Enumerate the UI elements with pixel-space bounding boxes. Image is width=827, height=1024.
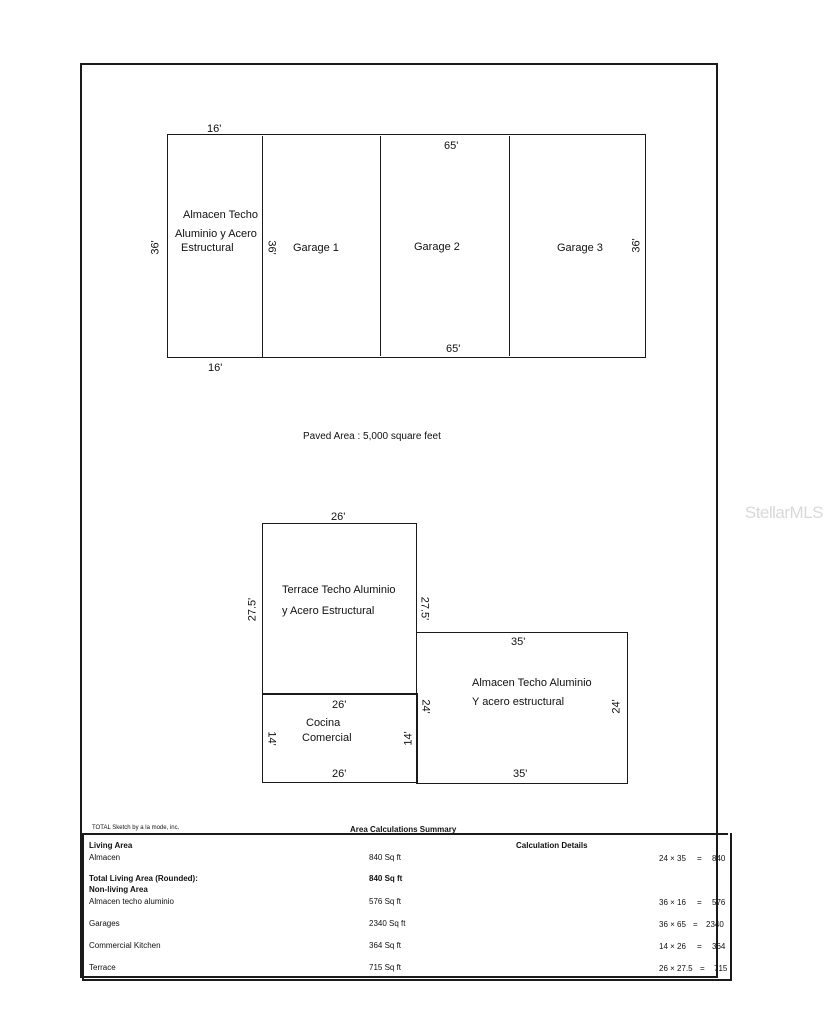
row-result: 576 xyxy=(712,898,726,907)
row-area: 576 Sq ft xyxy=(369,897,402,906)
row-name: Almacen techo aluminio xyxy=(89,897,174,906)
row-name: Terrace xyxy=(89,963,116,972)
dim-mid-height: 36' xyxy=(265,240,278,255)
garage2-label: Garage 2 xyxy=(414,241,460,253)
row-eq: = xyxy=(697,898,702,907)
garage3-label: Garage 3 xyxy=(557,242,603,254)
wall-almacen-garage1 xyxy=(262,136,263,358)
almacen2-label-line2: Y acero estructural xyxy=(472,696,565,708)
total-living-value: 840 Sq ft xyxy=(369,874,403,883)
almacen2-dim-bottom: 35' xyxy=(513,768,528,780)
almacen-label-line1: Almacen Techo xyxy=(183,209,259,221)
watermark-logo: StellarMLS xyxy=(744,503,823,522)
terrace-dim-left: 27.5' xyxy=(246,597,259,622)
terrace-label-line1: Terrace Techo Aluminio xyxy=(282,584,396,596)
row-eq: = xyxy=(693,920,698,929)
dim-top-left: 16' xyxy=(207,123,222,135)
terrace-dim-right: 27.5' xyxy=(418,596,431,621)
cocina-dim-right: 14' xyxy=(402,731,415,746)
software-credit: TOTAL Sketch by a la mode, inc. xyxy=(92,825,180,831)
cocina-dim-top: 26' xyxy=(332,699,347,711)
summary-table xyxy=(82,833,732,981)
row-result: 364 xyxy=(712,942,726,951)
total-living-label: Total Living Area (Rounded): xyxy=(89,874,198,883)
row-area: 715 Sq ft xyxy=(369,963,402,972)
row-eq: = xyxy=(700,964,705,973)
almacen2-label-line1: Almacen Techo Aluminio xyxy=(472,677,592,689)
cocina-dim-bottom: 26' xyxy=(332,768,347,780)
row-calc: 36 × 65 xyxy=(659,920,686,929)
row-eq: = xyxy=(697,854,702,863)
row-result: 715 xyxy=(714,964,728,973)
row-area: 840 Sq ft xyxy=(369,853,402,862)
garage1-label: Garage 1 xyxy=(293,242,339,254)
row-calc: 36 × 16 xyxy=(659,898,686,907)
calc-details-header: Calculation Details xyxy=(516,841,588,850)
non-living-header: Non-living Area xyxy=(89,885,148,894)
cocina-dim-left: 14' xyxy=(265,731,278,746)
almacen-label-line2: Aluminio y Acero xyxy=(175,228,257,240)
paved-area-note: Paved Area : 5,000 square feet xyxy=(303,431,441,442)
row-result: 2340 xyxy=(706,920,724,929)
row-area: 364 Sq ft xyxy=(369,941,402,950)
almacen2-dim-left: 24' xyxy=(419,699,432,714)
dim-left-height: 36' xyxy=(149,240,162,255)
dim-top-garages: 65' xyxy=(444,140,459,152)
dim-bottom-garages: 65' xyxy=(446,343,461,355)
dim-bottom-left: 16' xyxy=(208,362,223,374)
dim-right-height: 36' xyxy=(630,238,643,253)
row-name: Garages xyxy=(89,919,120,928)
row-area: 2340 Sq ft xyxy=(369,919,406,928)
row-calc: 26 × 27.5 xyxy=(659,964,693,973)
wall-garage1-garage2 xyxy=(380,136,381,356)
row-name: Almacen xyxy=(89,853,121,862)
living-area-header: Living Area xyxy=(89,841,133,850)
wall-garage2-garage3 xyxy=(509,136,510,356)
almacen2-dim-top: 35' xyxy=(511,636,526,648)
row-result: 840 xyxy=(712,854,726,863)
cocina-label-line2: Comercial xyxy=(302,732,352,744)
terrace-dim-top: 26' xyxy=(331,511,346,523)
cocina-label-line1: Cocina xyxy=(306,717,341,729)
almacen-label-line3: Estructural xyxy=(181,242,234,254)
almacen2-dim-right: 24' xyxy=(610,699,623,714)
row-name: Commercial Kitchen xyxy=(89,941,161,950)
row-calc: 24 × 35 xyxy=(659,854,686,863)
row-calc: 14 × 26 xyxy=(659,942,686,951)
summary-title: Area Calculations Summary xyxy=(350,825,457,834)
terrace-label-line2: y Acero Estructural xyxy=(282,605,375,617)
row-eq: = xyxy=(697,942,702,951)
